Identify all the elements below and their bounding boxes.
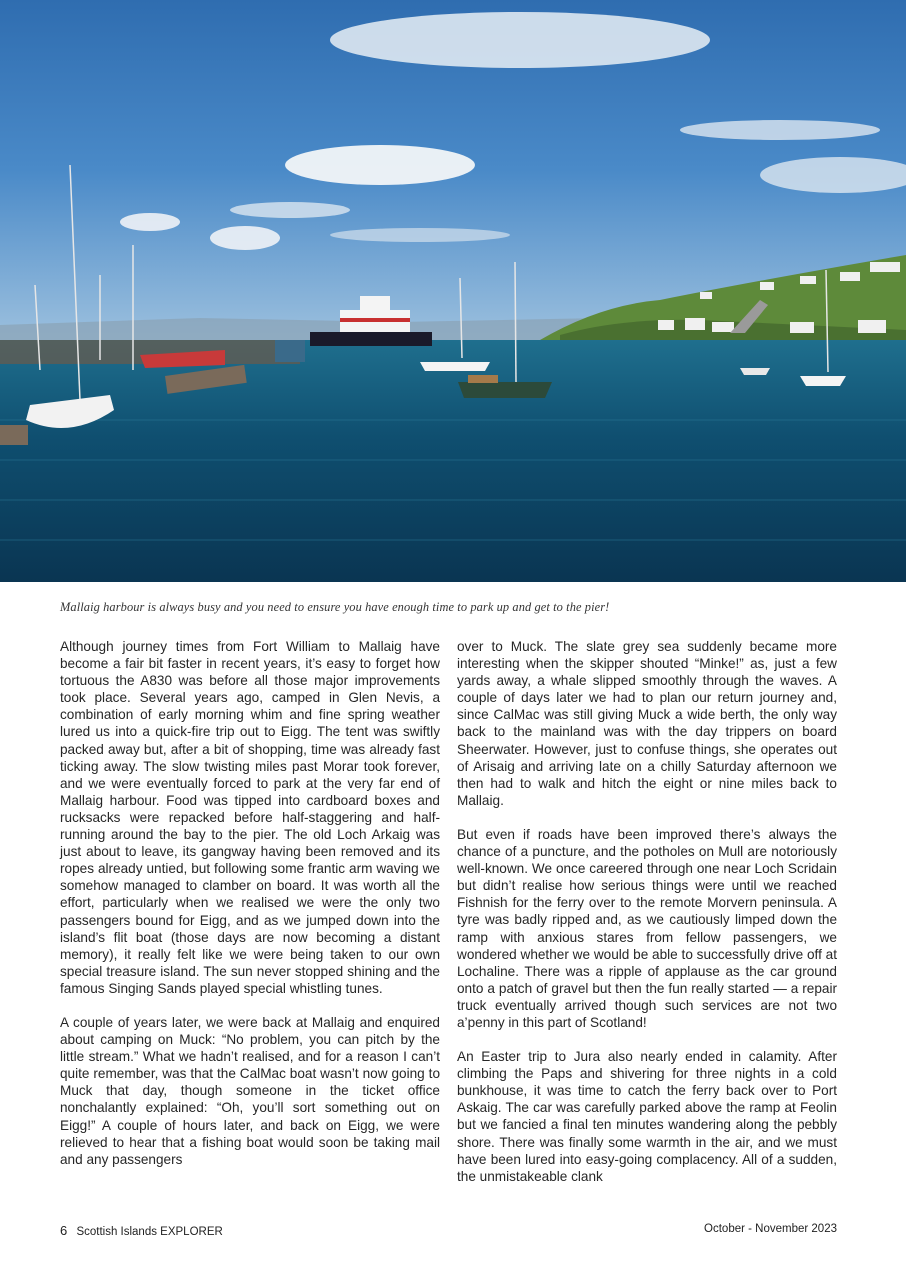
paragraph: Although journey times from Fort William to Mallaig have become a fair bit faster in recent years, it’s easy to forget how tortuous the A830 was before all those major improvements took place. Several years ago, camped in Glen Nevis, a combination of early morning whim and fine spring weather lured us into a quick-fire trip out to Eigg. The tent was swiftly packed away but, after a bit of shopping, time was already fast ticking away. The slow twisting miles past Morar took forever, and we were eventually forced to park at the very far end of Mallaig harbour. Food was tipped into cardboard boxes and rucksacks were repacked before half-staggering and half-running around the bay to the pier. The old Loch Arkaig was just about to leave, its gangway having been removed and its ropes already untied, but following some frantic arm waving we somehow managed to clamber on board. It was worth all the effort, particularly when we realised we were the only two passengers bound for Eigg, and as we jumped down into the island’s flit boat (those days are now becoming a distant memory), it really felt like we were being taken to our own special treasure island. The sun never stopped shining and the famous Singing Sands played special whistling tunes.: [60, 639, 440, 996]
footer-publication: [60, 1223, 223, 1238]
article-column-right: [457, 638, 837, 1202]
photo-caption: Mallaig harbour is always busy and you need to ensure you have enough time to park up and get to the pier!: [60, 600, 610, 614]
paragraph: But even if roads have been improved there’s always the chance of a puncture, and the potholes on Mull are notoriously well-known. We once careered through one near Loch Scridain but didn’t realise how serious things were until we reached Fishnish for the ferry over to the remote Morvern peninsula. A tyre was badly ripped and, as we cautiously limped down the ramp with anxious stares from fellow passengers, we wondered whether we would be able to successfully drive off at Lochaline. There was a ripple of applause as the car ground onto a patch of gravel but then the fun really started — a repair truck eventually arrived though such services are not two a’penny in this part of Scotland!: [457, 826, 837, 1030]
publication-name: Scottish Islands EXPLORER: [76, 1226, 223, 1238]
footer-issue: October - November 2023: [704, 1223, 837, 1235]
page-number: 6: [60, 1223, 68, 1238]
paragraph: over to Muck. The slate grey sea suddenly became more interesting when the skipper shouted “Minke!” as, just a few yards away, a whale slipped smoothly through the waves. A couple of days later we had to plan our return journey and, since CalMac was still giving Muck a wide berth, the only way back to the mainland was with the day trippers on board Sheerwater. However, just to confuse things, she operates out of Arisaig and arriving late on a chilly Saturday afternoon we then had to walk and hitch the eight or nine miles back to Mallaig.: [457, 639, 837, 808]
paragraph: A couple of years later, we were back at Mallaig and enquired about camping on Muck: “No problem, you can pitch by the little stream.” What we hadn’t realised, and for a reason I can’t quite remember, was that the CalMac boat wasn’t now going to Muck that day, though someone in the ticket office nonchalantly explained: “Oh, you’ll sort something out on Eigg!” A couple of hours later, and back on Eigg, we were relieved to hear that a fishing boat would soon be taking mail and any passengers: [60, 1014, 440, 1167]
paragraph: An Easter trip to Jura also nearly ended in calamity. After climbing the Paps and shivering for three nights in a cold bunkhouse, it was time to catch the ferry back over to Port Askaig. The car was carefully parked above the ramp at Feolin but we fancied a final ten minutes wandering along the pebbly shore. There was finally some warmth in the air, and we must have been lured into easy-going complacency. All of a sudden, the unmistakeable clank: [457, 1049, 837, 1184]
article-column-left: [60, 638, 440, 1185]
harbour-photo: [0, 0, 906, 582]
